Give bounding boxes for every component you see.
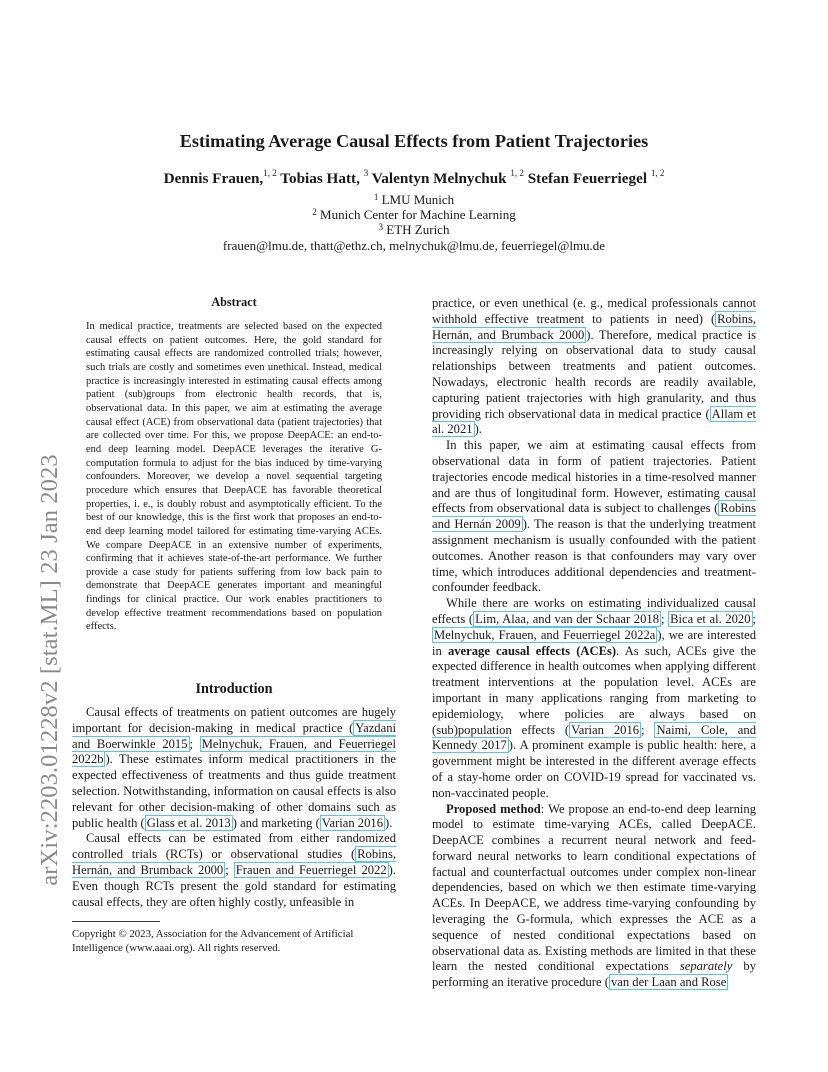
paragraph: Proposed method: We propose an end-to-end deep learning model to estimate time-varying ACEs, called DeepACE. DeepACE combines a recurrent neural network and feed-forward neural networks to learn conditional expectations of factual and counterfactual outcomes under complex non-linear dependencies, based on which we then estimate time-varying ACEs. In DeepACE, we address time-varying confounding by leveraging the G-formula, which expresses the ACE as a sequence of nested conditional expectations based on observational data as. Existing methods are limited in that these learn the nested conditional expectations separately by performing an iterative procedure ( van der Laan and Rose (432, 801, 757, 990)
author-emails: frauen@lmu.de, thatt@ethz.ch, melnychuk@lmu.de, feuerriegel@lmu.de (222, 238, 606, 253)
citation-link[interactable]: Robins, Hernán, and Brumback 2000 (72, 847, 396, 877)
right-column-body (432, 296, 756, 991)
bold-term: Proposed method (446, 801, 541, 816)
author-name: Valentyn Melnychuk (371, 170, 507, 187)
affiliation-text: ETH Zurich (386, 222, 450, 237)
author-name: Tobias Hatt, (280, 170, 360, 187)
affiliation-mark: 2 (312, 207, 317, 217)
paper-title: Estimating Average Causal Effects from Patient Trajectories (179, 131, 649, 151)
author-affiliation-mark: 1, 2 (263, 168, 277, 178)
citation-link[interactable]: Yazdani and Boerwinkle 2015 (72, 720, 396, 751)
author-affiliation-mark: 1, 2 (510, 168, 524, 178)
affiliation-text: LMU Munich (381, 192, 455, 207)
author-affiliation-mark: 3 (363, 168, 369, 178)
abstract-text: In medical practice, treatments are selected based on the expected causal effects on patient outcomes. Here, the gold standard for estimating causal effects are randomized controlled trials; however, such trials are costly and sometimes even unethical. Instead, medical practice is increasingly interested in estimating causal effects among patient (sub)groups from electronic health records, that is, observational data. In this paper, we aim at estimating the average causal effect (ACE) from observational data (patient trajectories) that are collected over time. For this, we propose DeepACE: an end-to-end deep learning model. DeepACE leverages the iterative G-computation formula to adjust for the bias induced by time-varying confounders. Moreover, we develop a novel sequential targeting procedure which ensures that DeepACE has favorable theoretical properties, i. e., is doubly robust and asymptotically efficient. To the best of our knowledge, this is the first work that proposes an end-to-end deep learning model tailored for estimating time-varying ACEs. We compare DeepACE in an extensive number of experiments, confirming that it achieves state-of-the-art performance. We further provide a case study for patients suffering from low back pain to demonstrate that DeepACE generates important and meaningful findings for clinical practice. Our work enables practitioners to develop effective treatment recommendations based on population effects. (86, 321, 382, 633)
affiliation-1 (0, 192, 828, 207)
citation-link[interactable]: Robins, Hernán, and Brumback 2000 (432, 311, 756, 342)
citation-link[interactable]: Varian 2016 (571, 722, 640, 737)
paragraph: Causal effects can be estimated from either randomized controlled trials (RCTs) or observational studies ( Robins, Hernán, and Brumback 2000 ; Frauen and Feuerriegel 2022 ). Even though RCTs present the gold standard for estimating causal effects, they are often highly costly, unfeasible in (72, 831, 396, 909)
author-affiliation-mark: 1, 2 (650, 168, 665, 178)
citation-link[interactable]: Bica et al. 2020 (670, 611, 751, 626)
affiliation-mark: 3 (378, 222, 384, 232)
affiliation-mark: 1 (373, 192, 379, 202)
author-name: Dennis Frauen, (163, 170, 264, 187)
footnote-divider (72, 921, 160, 922)
abstract-heading: Abstract (211, 295, 257, 309)
paragraph: Causal effects of treatments on patient outcomes are hugely important for decision-making in medical practice ( Yazdani and Boerwinkle 2015 ; Melnychuk, Frauen, and Feuerriegel 2022b ). These estimates inform medical practitioners in the expected effectiveness of treatments and thus guide treatment selection. Notwithstanding, information on causal effects is also relevant for other decision-making of other domains such as public health ( Glass et al. 2013 ) and marketing ( Varian 2016 ). (72, 705, 396, 830)
affiliation-3 (0, 222, 828, 237)
copyright-footnote: Copyright © 2023, Association for the Advancement of Artificial Intelligence (www.aaai.org). All rights reserved. (72, 928, 354, 954)
citation-link[interactable]: Melnychuk, Frauen, and Feuerriegel 2022b (72, 736, 396, 767)
left-column-body (72, 705, 396, 910)
citation-link[interactable]: Naimi, Cole, and Kennedy 2017 (432, 722, 756, 753)
citation-link[interactable]: Varian 2016 (321, 815, 383, 830)
affiliation-2 (0, 207, 828, 222)
citation-link[interactable]: Frauen and Feuerriegel 2022 (235, 862, 387, 877)
paragraph: In this paper, we aim at estimating causal effects from observational data in form of patient trajectories. Patient trajectories encode medical histories in a time-resolved manner and are thus of longitudinal form. However, estimating causal effects from observational data is subject to challenges ( Robins and Hernán 2009 ). The reason is that the underlying treatment assignment mechanism is usually confounded with the patient outcomes. Another reason is that confounders may vary over time, which introduces additional dependencies and treatment-confounder feedback. (432, 438, 756, 595)
citation-link[interactable]: Allam et al. 2021 (432, 406, 757, 437)
citation-link[interactable]: van der Laan and Rose (610, 975, 727, 990)
introduction-heading: Introduction (195, 681, 273, 697)
paragraph: While there are works on estimating individualized causal effects ( Lim, Alaa, and van der Schaar 2018 ; Bica et al. 2020 ; Melnychuk, Frauen, and Feuerriegel 2022a ), we are interested in average causal effects (ACEs). As such, ACEs give the expected difference in health outcomes when applying different treatment interventions at the population level. ACEs are important in many applications ranging from marketing to epidemiology, where policies are always based on (sub)population effects ( Varian 2016 ; Naimi, Cole, and Kennedy 2017 ). A prominent example is public health: here, a government might be interested in the different average effects of a stay-home order on COVID-19 spread for vaccinated vs. non-vaccinated people. (432, 596, 757, 800)
citation-link[interactable]: Glass et al. 2013 (146, 815, 231, 830)
italic-term: separately (679, 959, 733, 974)
affiliation-text: Munich Center for Machine Learning (320, 207, 516, 222)
citation-link[interactable]: Melnychuk, Frauen, and Feuerriegel 2022a (434, 627, 656, 642)
author-list (0, 170, 828, 188)
citation-link[interactable]: Robins and Hernán 2009 (432, 501, 756, 532)
paragraph: practice, or even unethical (e. g., medical professionals cannot withhold effective treatment to patients in need) ( Robins, Hernán, and Brumback 2000 ). Therefore, medical practice is increasingly relying on observational data to study causal relationships between treatments and patient outcomes. Nowadays, electronic health records are readily available, capturing patient trajectories with high granularity, and thus providing rich observational data in medical practice ( Allam et al. 2021 ). (432, 296, 757, 437)
arxiv-identifier: arXiv:2203.01228v2 [stat.ML] 23 Jan 2023 (36, 454, 63, 886)
citation-link[interactable]: Lim, Alaa, and van der Schaar 2018 (475, 611, 659, 626)
author-name: Stefan Feuerriegel (527, 170, 648, 187)
bold-term: average causal effects (ACEs) (447, 643, 617, 658)
